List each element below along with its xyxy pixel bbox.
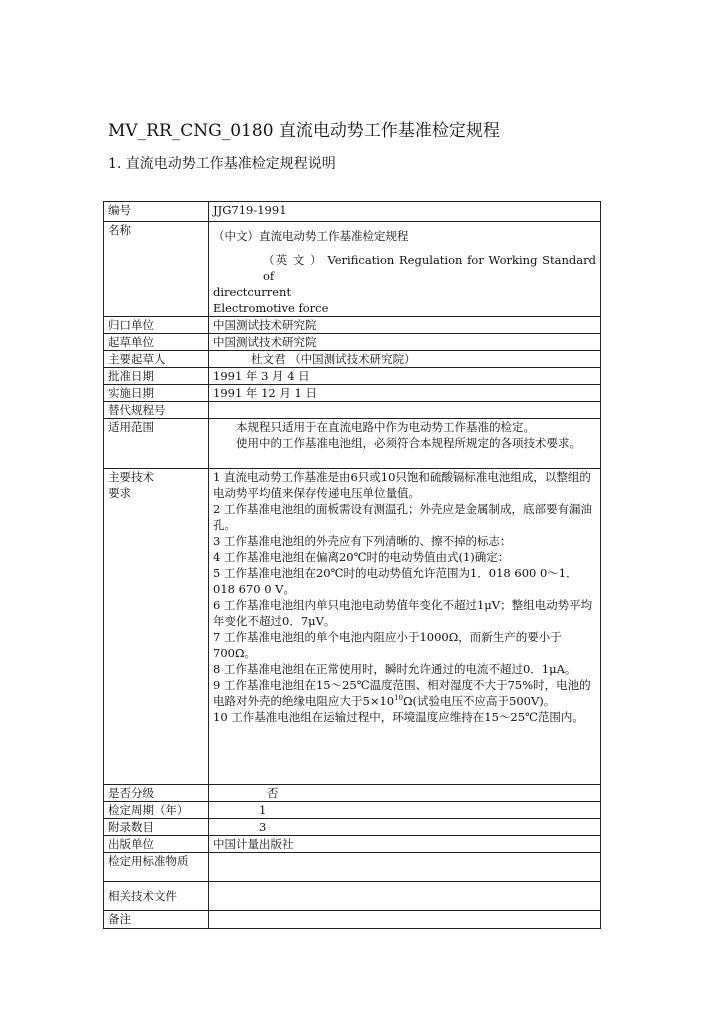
reference-material-value bbox=[209, 853, 601, 882]
responsible-unit-value: 中国测试技术研究院 bbox=[209, 317, 601, 334]
implementation-date-label: 实施日期 bbox=[104, 385, 209, 402]
spec-table bbox=[103, 201, 601, 929]
table-row bbox=[104, 222, 601, 317]
number-value: JJG719-1991 bbox=[209, 202, 601, 222]
table-row bbox=[104, 351, 601, 368]
table-row bbox=[104, 202, 601, 222]
table-row bbox=[104, 911, 601, 929]
table-row bbox=[104, 317, 601, 334]
item9-tail: Ω(试验电压不应高于500V)。 bbox=[403, 694, 556, 708]
table-row bbox=[104, 469, 601, 785]
table-row bbox=[104, 853, 601, 882]
name-english-line3: Electromotive force bbox=[213, 301, 329, 315]
scope-value bbox=[209, 419, 601, 469]
period-value: 1 bbox=[209, 802, 601, 819]
requirement-item: 1 直流电动势工作基准是由6只或10只饱和硫酸镉标准电池组成，以整组的电动势平均值来保存传递电压单位量值。 bbox=[213, 470, 591, 500]
remarks-value bbox=[209, 911, 601, 929]
requirement-item-9 bbox=[213, 677, 596, 709]
publisher-value: 中国计量出版社 bbox=[209, 836, 601, 853]
table-row bbox=[104, 368, 601, 385]
approval-date-label: 批准日期 bbox=[104, 368, 209, 385]
related-docs-value bbox=[209, 882, 601, 911]
reference-material-label: 检定用标准物质 bbox=[104, 853, 209, 882]
responsible-unit-label: 归口单位 bbox=[104, 317, 209, 334]
scope-para-2: 使用中的工作基准电池组，必须符合本规程所规定的各项技术要求。 bbox=[236, 436, 581, 450]
requirement-item: 4 工作基准电池组在偏离20℃时的电动势值由式(1)确定： bbox=[213, 550, 510, 564]
related-docs-label: 相关技术文件 bbox=[104, 882, 209, 911]
page-title: MV_RR_CNG_0180 直流电动势工作基准检定规程 bbox=[108, 121, 500, 141]
table-row bbox=[104, 802, 601, 819]
requirement-item: 7 工作基准电池组的单个电池内阻应小于1000Ω，而新生产的要小于700Ω。 bbox=[213, 630, 562, 660]
name-chinese: （中文）直流电动势工作基准检定规程 bbox=[213, 229, 409, 243]
appendix-label: 附录数目 bbox=[104, 819, 209, 836]
scope-para-1: 本规程只适用于在直流电路中作为电动势工作基准的检定。 bbox=[236, 420, 535, 434]
main-drafter-value: 杜文君 （中国测试技术研究院） bbox=[209, 351, 601, 368]
table-row bbox=[104, 402, 601, 419]
name-english-line1: （英 文 ） Verification Regulation for Working Standard of bbox=[263, 253, 596, 283]
requirement-item: 6 工作基准电池组内单只电池电动势值年变化不超过1μV；整组电动势平均年变化不超过0．7μV。 bbox=[213, 598, 593, 628]
requirements-label bbox=[104, 469, 209, 785]
requirement-item: 5 工作基准电池组在20℃时的电动势值允许范围为1．018 600 0～1．018 670 0 V。 bbox=[213, 566, 578, 596]
requirements-label-line2: 要求 bbox=[108, 486, 131, 500]
requirements-value bbox=[209, 469, 601, 785]
table-row bbox=[104, 385, 601, 402]
publisher-label: 出版单位 bbox=[104, 836, 209, 853]
table-row bbox=[104, 882, 601, 911]
requirement-item: 2 工作基准电池组的面板需设有测温孔；外壳应是金属制成，底部要有漏油孔。 bbox=[213, 502, 592, 532]
section-title: 1. 直流电动势工作基准检定规程说明 bbox=[108, 156, 336, 172]
name-label: 名称 bbox=[104, 222, 209, 317]
approval-date-value: 1991 年 3 月 4 日 bbox=[209, 368, 601, 385]
table-row bbox=[104, 785, 601, 802]
drafting-unit-label: 起草单位 bbox=[104, 334, 209, 351]
scope-label: 适用范围 bbox=[104, 419, 209, 469]
implementation-date-value: 1991 年 12 月 1 日 bbox=[209, 385, 601, 402]
table-row bbox=[104, 334, 601, 351]
table-row bbox=[104, 836, 601, 853]
table-row bbox=[104, 819, 601, 836]
table-row bbox=[104, 419, 601, 469]
requirement-item-10: 10 工作基准电池组在运输过程中，环境温度应维持在15～25℃范围内。 bbox=[213, 710, 584, 724]
graded-label: 是否分级 bbox=[104, 785, 209, 802]
replaced-standard-label: 替代规程号 bbox=[104, 402, 209, 419]
remarks-label: 备注 bbox=[104, 911, 209, 929]
main-drafter-label: 主要起草人 bbox=[104, 351, 209, 368]
replaced-standard-value bbox=[209, 402, 601, 419]
name-english-line2: directcurrent bbox=[213, 285, 292, 299]
period-label: 检定周期（年） bbox=[104, 802, 209, 819]
number-label: 编号 bbox=[104, 202, 209, 222]
requirement-item: 3 工作基准电池组的外壳应有下列清晰的、擦不掉的标志： bbox=[213, 534, 512, 548]
drafting-unit-value: 中国测试技术研究院 bbox=[209, 334, 601, 351]
name-value bbox=[209, 222, 601, 317]
appendix-value: 3 bbox=[209, 819, 601, 836]
item9-text: 9 工作基准电池组在15～25℃温度范围、相对湿度不大于75%时，电池的电路对外壳的绝缘电阻应大于5×10 bbox=[213, 678, 591, 708]
item9-exponent: 10 bbox=[394, 694, 404, 703]
requirements-label-line1: 主要技术 bbox=[108, 470, 154, 484]
requirement-item: 8 工作基准电池组在正常使用时，瞬时允许通过的电流不超过0．1μA。 bbox=[213, 662, 577, 676]
graded-value: 否 bbox=[209, 785, 601, 802]
